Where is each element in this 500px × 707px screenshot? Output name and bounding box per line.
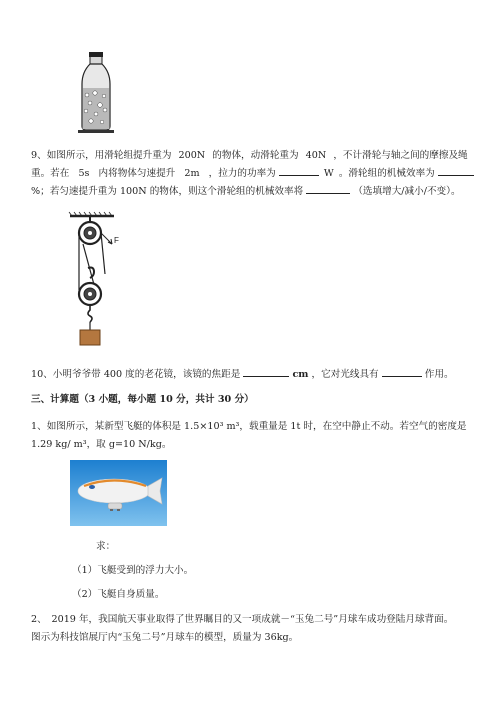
q9-pulley-weight: 40N bbox=[305, 150, 327, 161]
q9-unit-w: W bbox=[323, 168, 334, 179]
c1-line-1: 1、如图所示，某新型飞艇的体积是 1.5×10³ m³，载重量是 1t 时，在空中静止不动。若空气的密度是 bbox=[31, 421, 467, 432]
answer-blank[interactable] bbox=[306, 193, 350, 194]
answer-blank[interactable] bbox=[243, 376, 289, 377]
section-heading: 三、计算题（3 小题，每小题 10 分，共计 30 分） bbox=[31, 394, 254, 405]
q10-text: 10、小明爷爷带 400 度的老花镜，该镜的焦距是 bbox=[31, 369, 241, 380]
c1-ask: 求： bbox=[96, 541, 116, 552]
answer-blank[interactable] bbox=[279, 175, 319, 176]
q9-text: （选填增大/减小/不变）。 bbox=[353, 186, 461, 197]
q10-text: ，它对光线具有 bbox=[311, 369, 379, 380]
q9-text: 。滑轮组的机械效率为 bbox=[338, 168, 435, 179]
pulley-system-figure bbox=[62, 210, 122, 348]
c2-line-1: 2、 2019 年，我国航天事业取得了世界瞩目的又一项成就－“玉兔二号”月球车成功登陆月球背面。 bbox=[31, 614, 454, 625]
q9-weight2: 100N bbox=[119, 186, 147, 197]
c1-line-2: 1.29 kg/ m³，取 g=10 N/kg。 bbox=[31, 439, 172, 450]
q9-weight: 200N bbox=[178, 150, 206, 161]
answer-blank[interactable] bbox=[382, 376, 422, 377]
q9-height: 2m bbox=[184, 168, 200, 179]
q9-line-1 bbox=[31, 150, 468, 162]
q9-text: 9、如图所示，用滑轮组提升重为 bbox=[31, 150, 172, 161]
q9-text: ，不计滑轮与轴之间的摩擦及绳 bbox=[333, 150, 468, 161]
force-label: F bbox=[114, 236, 119, 245]
answer-blank[interactable] bbox=[438, 175, 474, 176]
q9-text: 内将物体匀速提升 bbox=[98, 168, 176, 179]
q9-text: 的物体，动滑轮重为 bbox=[212, 150, 299, 161]
q10-line bbox=[31, 369, 454, 381]
q9-text: 重。若在 bbox=[31, 168, 70, 179]
c2-line-2: 图示为科技馆展厅内“玉兔二号”月球车的模型，质量为 36kg。 bbox=[31, 632, 299, 643]
q9-text: 的物体，则这个滑轮组的机械效率将 bbox=[149, 186, 304, 197]
q9-line-3 bbox=[31, 186, 461, 198]
bottle-figure bbox=[76, 50, 116, 134]
q9-text: %；若匀速提升重为 bbox=[31, 186, 117, 197]
q9-line-2 bbox=[31, 168, 474, 180]
c1-sub-1: （1）飞艇受到的浮力大小。 bbox=[72, 565, 194, 576]
q10-text: 作用。 bbox=[424, 369, 454, 380]
q10-unit: cm bbox=[292, 369, 309, 380]
q9-text: ，拉力的功率为 bbox=[208, 168, 276, 179]
airship-image bbox=[70, 460, 167, 526]
q9-time: 5s bbox=[78, 168, 90, 179]
c1-sub-2: （2）飞艇自身质量。 bbox=[72, 589, 165, 600]
